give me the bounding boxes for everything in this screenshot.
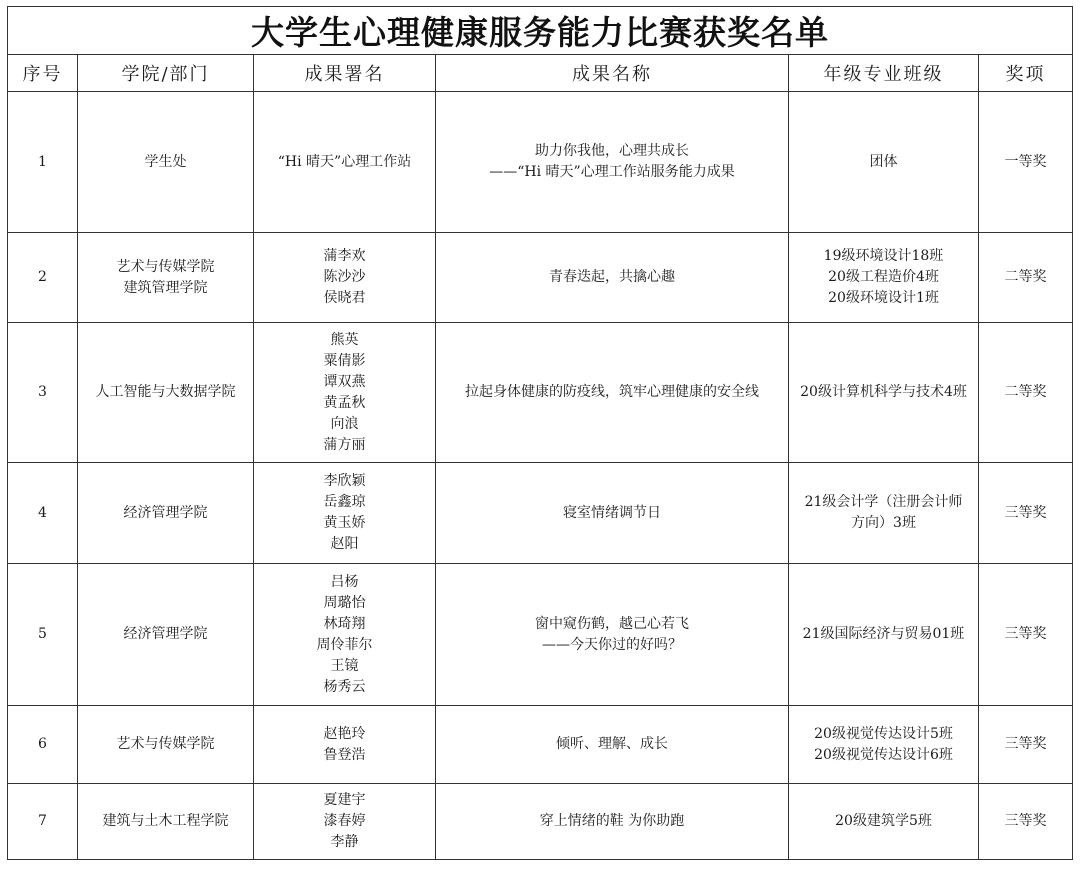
cell-class <box>789 323 979 463</box>
cell-class <box>789 463 979 564</box>
cell-college <box>78 233 254 323</box>
cell-line: 建筑管理学院 <box>123 279 208 296</box>
cell-line: 经济管理学院 <box>123 626 208 642</box>
cell-line: 向浪 <box>330 415 359 432</box>
cell-line: 鲁登浩 <box>323 746 366 763</box>
cell-work <box>436 323 789 463</box>
header-class: 年级专业班级 <box>789 55 979 92</box>
cell-class <box>789 92 979 233</box>
cell-line: 夏建宇 <box>323 792 366 808</box>
cell-line: 20级计算机科学与技术4班 <box>800 384 967 400</box>
cell-line: 倾听、理解、成长 <box>556 736 668 752</box>
cell-line: 赵阳 <box>330 536 359 552</box>
cell-index: 3 <box>8 323 78 463</box>
cell-award: 三等奖 <box>979 463 1073 564</box>
cell-line: 人工智能与大数据学院 <box>95 384 236 400</box>
cell-authors <box>254 92 436 233</box>
cell-line: ——“Hi 晴天”心理工作站服务能力成果 <box>489 164 735 180</box>
cell-class <box>789 564 979 706</box>
header-index: 序号 <box>8 55 78 92</box>
cell-index: 6 <box>8 706 78 784</box>
table-body <box>8 92 1073 860</box>
cell-index: 2 <box>8 233 78 323</box>
cell-line: 吕杨 <box>330 573 359 590</box>
cell-line: 艺术与传媒学院 <box>116 736 215 752</box>
cell-line: 团体 <box>869 153 898 170</box>
cell-college <box>78 784 254 860</box>
table-row <box>8 706 1073 784</box>
cell-line: “Hi 晴天”心理工作站 <box>277 153 412 170</box>
cell-work <box>436 784 789 860</box>
cell-work <box>436 463 789 564</box>
cell-work <box>436 233 789 323</box>
cell-line: 20级建筑学5班 <box>835 813 932 829</box>
cell-line: 周伶菲尔 <box>316 636 373 653</box>
cell-line: 寝室情绪调节日 <box>563 504 661 521</box>
cell-line: 谭双燕 <box>323 373 366 390</box>
table-row <box>8 92 1073 233</box>
cell-award: 一等奖 <box>979 92 1073 233</box>
header-award: 奖项 <box>979 55 1073 92</box>
table-row <box>8 323 1073 463</box>
cell-award: 三等奖 <box>979 564 1073 706</box>
cell-line: 穿上情绪的鞋 为你助跑 <box>539 813 685 829</box>
cell-college <box>78 323 254 463</box>
cell-line: 蒲李欢 <box>323 248 366 264</box>
cell-line: 黄玉娇 <box>323 515 366 531</box>
cell-line: 林琦翔 <box>323 615 366 632</box>
cell-award: 二等奖 <box>979 323 1073 463</box>
cell-line: 岳鑫琼 <box>323 494 366 510</box>
cell-authors <box>254 233 436 323</box>
table-row <box>8 233 1073 323</box>
cell-authors <box>254 463 436 564</box>
header-work: 成果名称 <box>436 55 789 92</box>
cell-line: 蒲方丽 <box>323 436 366 453</box>
cell-work <box>436 564 789 706</box>
cell-authors <box>254 706 436 784</box>
cell-line: 19级环境设计18班 <box>823 248 944 264</box>
cell-college <box>78 706 254 784</box>
cell-index: 4 <box>8 463 78 564</box>
cell-line: 21级国际经济与贸易01班 <box>802 626 965 642</box>
cell-class <box>789 784 979 860</box>
cell-line: 王镜 <box>330 657 359 674</box>
header-row <box>8 55 1073 92</box>
cell-college <box>78 564 254 706</box>
cell-index: 5 <box>8 564 78 706</box>
cell-line: 学生处 <box>144 153 187 170</box>
cell-work <box>436 706 789 784</box>
cell-line: 窗中窥伤鹤，越己心若飞 <box>535 615 689 632</box>
page-title: 大学生心理健康服务能力比赛获奖名单 <box>8 7 1073 55</box>
cell-line: 黄孟秋 <box>323 394 366 411</box>
award-list-table <box>7 6 1073 860</box>
cell-line: 助力你我他，心理共成长 <box>535 143 689 159</box>
cell-line: 20级视觉传达设计5班 <box>814 725 953 742</box>
cell-line: 周璐怡 <box>323 594 366 611</box>
cell-line: 20级工程造价4班 <box>828 269 939 285</box>
cell-line: 建筑与土木工程学院 <box>102 813 229 829</box>
cell-line: 漆春婷 <box>323 813 366 829</box>
table-row <box>8 564 1073 706</box>
cell-award: 三等奖 <box>979 784 1073 860</box>
cell-line: 陈沙沙 <box>323 269 366 285</box>
cell-college <box>78 92 254 233</box>
cell-award: 三等奖 <box>979 706 1073 784</box>
cell-line: ——今天你过的好吗？ <box>542 636 682 653</box>
cell-line: 拉起身体健康的防疫线，筑牢心理健康的安全线 <box>465 384 759 400</box>
cell-college <box>78 463 254 564</box>
header-authors: 成果署名 <box>254 55 436 92</box>
cell-line: 熊英 <box>330 331 359 348</box>
cell-work <box>436 92 789 233</box>
cell-index: 1 <box>8 92 78 233</box>
cell-line: 杨秀云 <box>323 678 366 695</box>
cell-index: 7 <box>8 784 78 860</box>
cell-line: 侯晓君 <box>323 290 366 306</box>
cell-line: 20级环境设计1班 <box>828 290 939 306</box>
cell-line: 经济管理学院 <box>123 504 208 521</box>
cell-line: 艺术与传媒学院 <box>116 258 215 275</box>
cell-class <box>789 706 979 784</box>
cell-line: 青春迭起，共擒心趣 <box>549 269 675 285</box>
table-row <box>8 784 1073 860</box>
header-college: 学院/部门 <box>78 55 254 92</box>
cell-line: 赵艳玲 <box>323 725 366 742</box>
cell-line: 粟倩影 <box>323 352 366 369</box>
cell-authors <box>254 564 436 706</box>
cell-line: 李欣颖 <box>323 473 366 489</box>
cell-line: 方向）3班 <box>851 515 916 531</box>
table-row <box>8 463 1073 564</box>
cell-award: 二等奖 <box>979 233 1073 323</box>
cell-authors <box>254 323 436 463</box>
cell-line: 21级会计学（注册会计师 <box>804 494 963 510</box>
cell-line: 李静 <box>330 834 359 850</box>
cell-authors <box>254 784 436 860</box>
cell-line: 20级视觉传达设计6班 <box>814 746 953 763</box>
cell-class <box>789 233 979 323</box>
